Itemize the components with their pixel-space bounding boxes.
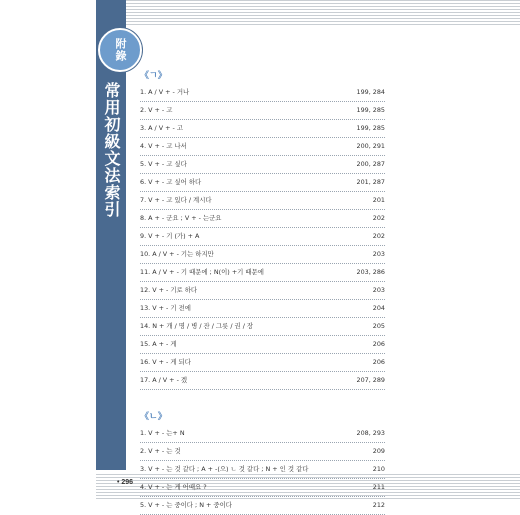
entry-text: 10. A / V + - 기는 하지만 <box>140 250 214 258</box>
index-entry <box>140 120 385 138</box>
entry-pages: 203 <box>372 250 385 258</box>
entry-text: 9. V + - 기 (가) + A <box>140 232 200 240</box>
entry-text: 15. A + - 게 <box>140 340 177 348</box>
entry-pages: 203 <box>372 286 385 294</box>
index-entry <box>140 210 385 228</box>
entry-text: 7. V + - 고 있다 / 계시다 <box>140 196 212 204</box>
entry-pages: 212 <box>372 501 385 509</box>
index-entry <box>140 192 385 210</box>
index-entry <box>140 84 385 102</box>
section-heading-giyeok: 《ㄱ》 <box>140 71 167 81</box>
entry-pages: 203, 286 <box>356 268 385 276</box>
entry-pages: 204 <box>372 304 385 312</box>
entry-text: 1. A / V + - 거나 <box>140 88 190 96</box>
index-entry <box>140 336 385 354</box>
entry-pages: 201 <box>372 196 385 204</box>
vertical-page-title: 常用初級文法索引 <box>102 82 121 218</box>
entry-text: 13. V + - 기 전에 <box>140 304 191 312</box>
page-number: • 296 <box>117 479 134 486</box>
entry-text: 11. A / V + - 기 때문에 ; N(이) +기 때문에 <box>140 268 264 276</box>
appendix-badge-text: 附錄 <box>114 38 127 62</box>
entry-text: 6. V + - 고 싶어 하다 <box>140 178 202 186</box>
entry-pages: 207, 289 <box>356 376 385 384</box>
entry-pages: 205 <box>372 322 385 330</box>
index-entry <box>140 156 385 174</box>
entry-text: 17. A / V + - 겠 <box>140 376 188 384</box>
index-entry <box>140 300 385 318</box>
entry-text: 5. V + - 고 싶다 <box>140 160 187 168</box>
index-entry <box>140 461 385 479</box>
index-entry <box>140 174 385 192</box>
entry-pages: 206 <box>372 340 385 348</box>
entry-pages: 200, 287 <box>356 160 385 168</box>
index-entry <box>140 246 385 264</box>
entry-pages: 208, 293 <box>356 429 385 437</box>
entry-pages: 202 <box>372 214 385 222</box>
appendix-badge <box>98 28 142 72</box>
entry-text: 5. V + - 는 중이다 ; N + 중이다 <box>140 501 232 509</box>
entry-pages: 201, 287 <box>356 178 385 186</box>
entry-text: 12. V + - 기로 하다 <box>140 286 198 294</box>
entry-pages: 209 <box>372 447 385 455</box>
entry-text: 14. N + 개 / 명 / 병 / 잔 / 그릇 / 권 / 장 <box>140 322 254 330</box>
index-entry <box>140 354 385 372</box>
index-entry <box>140 228 385 246</box>
index-entry <box>140 102 385 120</box>
entry-pages: 200, 291 <box>356 142 385 150</box>
entry-text: 2. V + - 는 것 <box>140 447 181 455</box>
index-entry <box>140 479 385 497</box>
entry-text: 3. V + - 는 것 같다 ; A + -(으) ㄴ 것 같다 ; N + 인 것 같다 <box>140 465 309 473</box>
entry-text: 4. V + - 고 나서 <box>140 142 187 150</box>
entry-text: 8. A + - 군요 ; V + - 는군요 <box>140 214 222 222</box>
index-entry <box>140 425 385 443</box>
entry-pages: 210 <box>372 465 385 473</box>
entry-text: 3. A / V + - 고 <box>140 124 184 132</box>
entry-text: 4. V + - 는 게 어때요 ? <box>140 483 207 491</box>
section-heading-nieun: 《ㄴ》 <box>140 412 167 422</box>
top-stripe-band <box>96 0 520 26</box>
entry-pages: 206 <box>372 358 385 366</box>
entry-pages: 211 <box>372 483 385 491</box>
entry-text: 1. V + - 는+ N <box>140 429 185 437</box>
entry-pages: 199, 284 <box>356 88 385 96</box>
index-entry <box>140 318 385 336</box>
entry-text: 16. V + - 게 되다 <box>140 358 191 366</box>
index-entry <box>140 372 385 390</box>
index-entry <box>140 443 385 461</box>
entry-text: 2. V + - 고 <box>140 106 173 114</box>
entry-pages: 199, 285 <box>356 124 385 132</box>
grammar-index <box>140 70 385 515</box>
index-entry <box>140 138 385 156</box>
index-entry <box>140 264 385 282</box>
index-entry <box>140 282 385 300</box>
entry-pages: 202 <box>372 232 385 240</box>
section-spacer <box>140 390 385 411</box>
entry-pages: 199, 285 <box>356 106 385 114</box>
